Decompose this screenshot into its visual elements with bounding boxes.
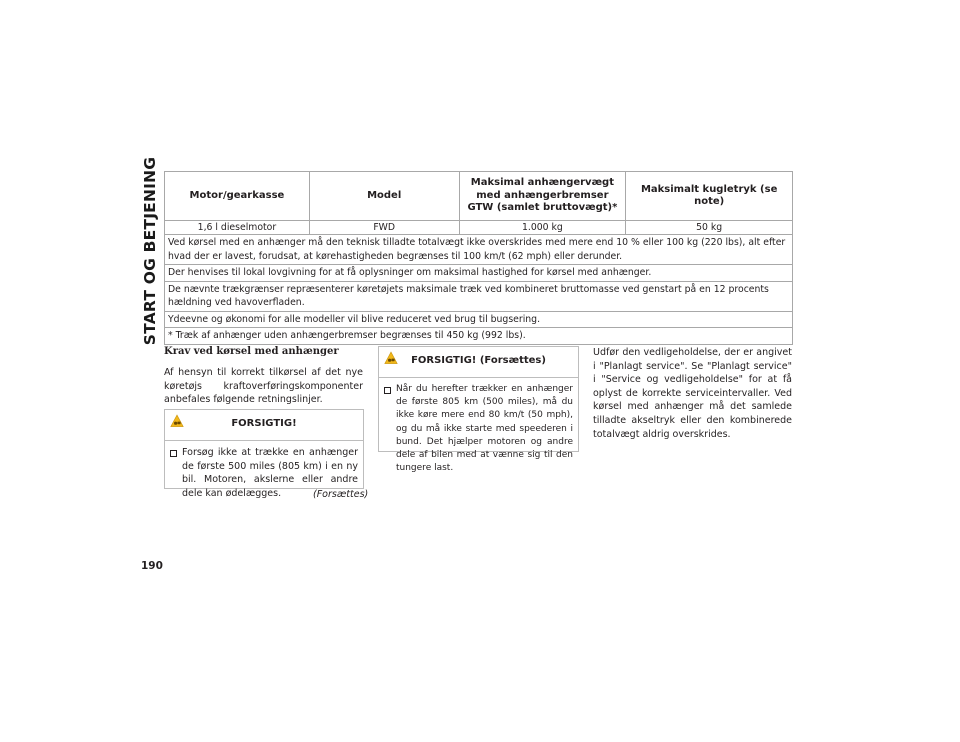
maintenance-paragraph: Udfør den vedligeholdelse, der er angivet i "Planlagt service". Se "Planlagt service" i "Service og vedligeholdelse" for at få oplyst de korrekte serviceintervaller. Ved kørsel med anhænger må det samlede tilladte akseltryk eller den kombinerede totalvægt aldrig overskrides. xyxy=(593,347,792,440)
header-max-trailer-weight: Maksimal anhængervægt med anhængerbremser GTW (samlet bruttovægt)* xyxy=(459,172,626,221)
table-note-row xyxy=(165,235,793,265)
cell-engine: 1,6 l dieselmotor xyxy=(165,221,310,235)
cell-max-trailer-weight: 1.000 kg xyxy=(459,221,626,235)
table-note-row xyxy=(165,281,793,311)
caution-header xyxy=(379,347,578,378)
table-note-row xyxy=(165,265,793,282)
caution-header xyxy=(165,410,363,441)
header-tongue-weight: Maksimalt kugletryk (se note) xyxy=(626,172,793,221)
cell-tongue-weight: 50 kg xyxy=(626,221,793,235)
checkbox-bullet-icon xyxy=(170,450,177,457)
intro-paragraph: Af hensyn til korrekt tilkørsel af det nye køretøjs kraftoverføringskomponenter anbefales følgende retningslinjer. xyxy=(164,367,363,406)
side-section-label: START OG BETJENING xyxy=(141,156,159,346)
checkbox-bullet-icon xyxy=(384,387,391,394)
caution-box-continued xyxy=(378,346,579,474)
table-note-row xyxy=(165,328,793,345)
table-header-row xyxy=(165,172,793,221)
continued-label: (Forsættes) xyxy=(313,489,369,500)
table-note: Ved kørsel med en anhænger må den teknisk tilladte totalvægt ikke overskrides med mere end 10 % eller 100 kg (220 lbs), alt efter hvad der er lavest, forudsat, at kørehastigheden begrænses til 100 km/t (62 mph) eller derunder. xyxy=(165,235,793,265)
table-note: De nævnte trækgrænser repræsenterer køretøjets maksimale træk ved kombineret bruttomasse ved genstart på en 12 procents hældning ved havoverfladen. xyxy=(165,281,793,311)
page-number: 190 xyxy=(141,560,163,572)
caution-title: FORSIGTIG! (Forsættes) xyxy=(411,355,546,366)
towing-spec-table xyxy=(164,171,793,345)
table-row xyxy=(165,221,793,235)
section-heading: Krav ved kørsel med anhænger xyxy=(164,346,339,357)
header-model: Model xyxy=(309,172,459,221)
caution-text: Når du herefter trækker en anhænger de første 805 km (500 miles), må du ikke køre mere end 80 km/t (50 mph), og du må ikke starte med speederen i bund. Det hjælper motoren og andre dele af bilen med at vænne sig til den tungere last. xyxy=(396,384,573,474)
cell-model: FWD xyxy=(309,221,459,235)
table-note: * Træk af anhænger uden anhængerbremser begrænses til 450 kg (992 lbs). xyxy=(165,328,793,345)
caution-body xyxy=(379,378,578,480)
header-engine: Motor/gearkasse xyxy=(165,172,310,221)
caution-text: Forsøg ikke at trække en anhænger de første 500 miles (805 km) i en ny bil. Motoren, akslerne eller andre dele kan ødelægges. xyxy=(182,447,358,499)
caution-title: FORSIGTIG! xyxy=(231,418,297,429)
table-note-row xyxy=(165,311,793,328)
side-section-tab xyxy=(140,156,160,346)
table-note: Ydeevne og økonomi for alle modeller vil blive reduceret ved brug til bugsering. xyxy=(165,311,793,328)
table-note: Der henvises til lokal lovgivning for at få oplysninger om maksimal hastighed for kørsel med anhænger. xyxy=(165,265,793,282)
